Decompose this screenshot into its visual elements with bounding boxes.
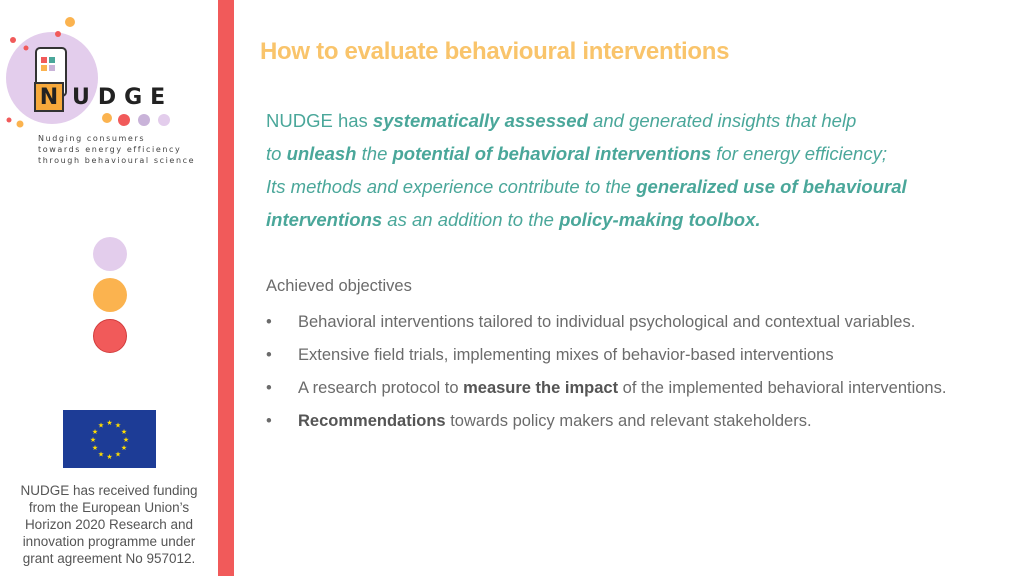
bullet-icon: • bbox=[266, 412, 272, 430]
tagline-line: towards energy efficiency bbox=[38, 145, 182, 154]
list-item bbox=[266, 341, 1006, 369]
item-emphasis: measure the impact bbox=[463, 379, 619, 397]
intro-emphasis: systematically assessed bbox=[372, 110, 588, 131]
intro-text: the bbox=[356, 143, 393, 164]
bullet-icon: • bbox=[266, 379, 272, 397]
item-text: of the implemented behavioral interventions. bbox=[618, 379, 947, 397]
item-text: A research protocol to bbox=[298, 379, 464, 397]
intro-emphasis: generalized use of behavioural interventions bbox=[266, 176, 907, 230]
tagline-line: through behavioural science bbox=[38, 156, 196, 165]
logo-graphic-icon bbox=[0, 0, 218, 140]
logo-tagline bbox=[38, 133, 218, 166]
svg-text:★: ★ bbox=[91, 444, 99, 452]
lilac-dot-icon bbox=[93, 237, 127, 271]
nudge-logo bbox=[0, 0, 218, 180]
list-item bbox=[266, 407, 1006, 435]
objectives-section bbox=[266, 274, 1006, 440]
list-item bbox=[266, 374, 1006, 402]
item-text: towards policy makers and relevant stakeholders. bbox=[445, 412, 812, 430]
objectives-heading: Achieved objectives bbox=[266, 277, 412, 295]
intro-text: as an addition to the bbox=[382, 209, 560, 230]
eu-flag-icon bbox=[63, 410, 156, 468]
svg-text:★: ★ bbox=[120, 428, 128, 436]
svg-text:★: ★ bbox=[97, 421, 105, 430]
intro-line bbox=[266, 104, 996, 137]
logo-n-letter: N bbox=[34, 82, 64, 112]
bullet-icon: • bbox=[266, 313, 272, 331]
intro-emphasis: potential of behavioral interventions bbox=[392, 143, 712, 164]
intro-text: NUDGE has bbox=[266, 110, 373, 131]
svg-text:★: ★ bbox=[106, 453, 113, 461]
intro-emphasis: policy-making toolbox. bbox=[559, 209, 761, 230]
intro-line bbox=[266, 137, 996, 170]
intro-emphasis: unleash bbox=[286, 143, 357, 164]
svg-text:★: ★ bbox=[106, 419, 113, 427]
svg-text:★: ★ bbox=[120, 444, 128, 452]
item-text: Extensive field trials, implementing mixes of behavior-based interventions bbox=[298, 346, 834, 364]
item-text: Behavioral interventions tailored to individual psychological and contextual variables. bbox=[298, 313, 916, 331]
svg-text:★: ★ bbox=[89, 436, 97, 444]
intro-text: and generated insights that help bbox=[587, 110, 857, 131]
sidebar bbox=[0, 0, 218, 576]
tagline-line: Nudging consumers bbox=[38, 134, 146, 143]
svg-text:★: ★ bbox=[114, 450, 122, 459]
svg-text:★: ★ bbox=[114, 421, 122, 430]
svg-text:★: ★ bbox=[122, 436, 130, 444]
list-item bbox=[266, 308, 1006, 336]
bullet-icon: • bbox=[266, 346, 272, 364]
logo-rest-letters: UDGE bbox=[72, 84, 174, 110]
svg-text:★: ★ bbox=[97, 450, 105, 459]
orange-dot-icon bbox=[93, 278, 127, 312]
red-dot-icon bbox=[93, 319, 127, 353]
item-emphasis: Recommendations bbox=[298, 412, 446, 430]
page-title: How to evaluate behavioural interventions bbox=[260, 38, 730, 65]
intro-text: for energy efficiency; bbox=[711, 143, 887, 164]
intro-paragraph bbox=[266, 104, 996, 236]
objectives-list bbox=[266, 308, 1006, 435]
divider-bar bbox=[218, 0, 234, 576]
intro-text: Its methods and experience contribute to the bbox=[266, 176, 637, 197]
intro-line bbox=[266, 170, 996, 236]
funding-statement: NUDGE has received funding from the European Union’s Horizon 2020 Research and innovation programme under grant agreement No 957012. bbox=[20, 483, 198, 566]
svg-text:★: ★ bbox=[91, 428, 99, 436]
logo-wordmark bbox=[34, 82, 173, 112]
intro-text: to bbox=[266, 143, 287, 164]
